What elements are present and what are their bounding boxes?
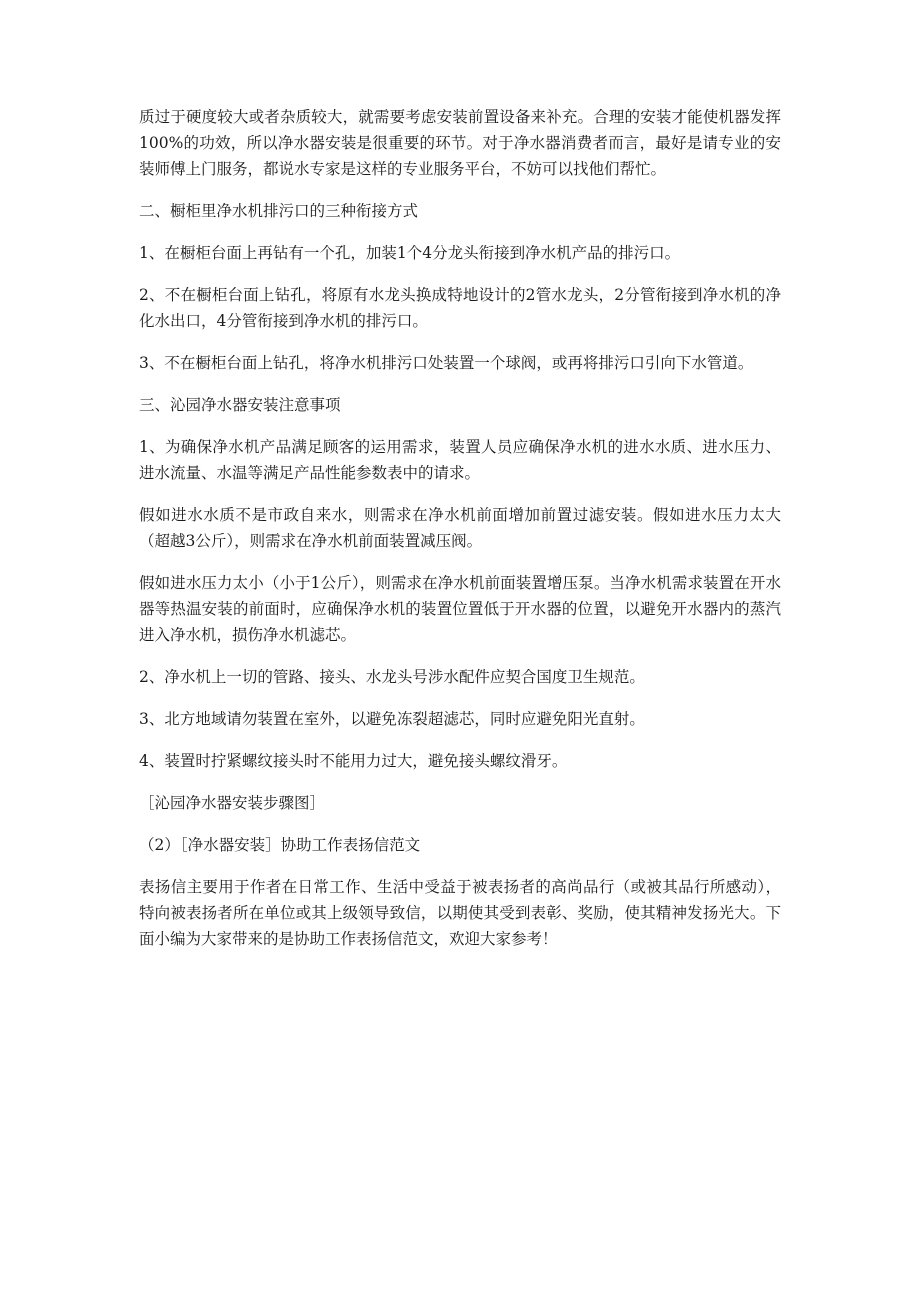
paragraph-note-1-detail-a: 假如进水水质不是市政自来水，则需求在净水机前面增加前置过滤安装。假如进水压力太大（超越3公斤），则需求在净水机前面装置减压阀。: [139, 506, 781, 550]
paragraph-note-1-detail-b: 假如进水压力太小（小于1公斤），则需求在净水机前面装置增压泵。当净水机需求装置在开水器等热温安装的前面时，应确保净水机的装置位置低于开水器的位置，以避免开水器内的蒸汽进入净水机，损伤净水机滤芯。: [139, 574, 781, 644]
paragraph-note-1: 1、为确保净水机产品满足顾客的运用需求，装置人员应确保净水机的进水水质、进水压力、进水流量、水温等满足产品性能参数表中的请求。: [139, 438, 781, 482]
paragraph-note-3: 3、北方地域请勿装置在室外，以避免冻裂超滤芯，同时应避免阳光直射。: [139, 710, 645, 728]
paragraph-intro: 质过于硬度较大或者杂质较大，就需要考虑安装前置设备来补充。合理的安装才能使机器发挥100%的功效，所以净水器安装是很重要的环节。对于净水器消费者而言，最好是请专业的安装师傅上门服务，都说水专家是这样的专业服务平台，不妨可以找他们帮忙。: [139, 108, 781, 178]
document-body: [139, 104, 781, 968]
paragraph-method-2: 2、不在橱柜台面上钻孔，将原有水龙头换成特地设计的2管水龙头，2分管衔接到净水机的净化水出口，4分管衔接到净水机的排污口。: [139, 286, 781, 330]
section-heading-two: 二、橱柜里净水机排污口的三种衔接方式: [139, 202, 419, 220]
paragraph-method-3: 3、不在橱柜台面上钻孔，将净水机排污口处装置一个球阀，或再将排污口引向下水管道。: [139, 354, 754, 372]
paragraph-method-1: 1、在橱柜台面上再钻有一个孔，加装1个4分龙头衔接到净水机产品的排污口。: [139, 244, 681, 262]
paragraph-note-4: 4、装置时拧紧螺纹接头时不能用力过大，避免接头螺纹滑牙。: [139, 752, 568, 770]
figure-caption: ［沁园净水器安装步骤图］: [139, 794, 326, 812]
section-heading-three: 三、沁园净水器安装注意事项: [139, 396, 341, 414]
paragraph-note-2: 2、净水机上一切的管路、接头、水龙头号涉水配件应契合国度卫生规范。: [139, 668, 645, 686]
section-heading-letter: （2）［净水器安装］协助工作表扬信范文: [139, 836, 421, 854]
paragraph-letter-intro: 表扬信主要用于作者在日常工作、生活中受益于被表扬者的高尚品行（或被其品行所感动），特向被表扬者所在单位或其上级领导致信，以期使其受到表彰、奖励，使其精神发扬光大。下面小编为大家带来的是协助工作表扬信范文，欢迎大家参考！: [139, 878, 781, 948]
